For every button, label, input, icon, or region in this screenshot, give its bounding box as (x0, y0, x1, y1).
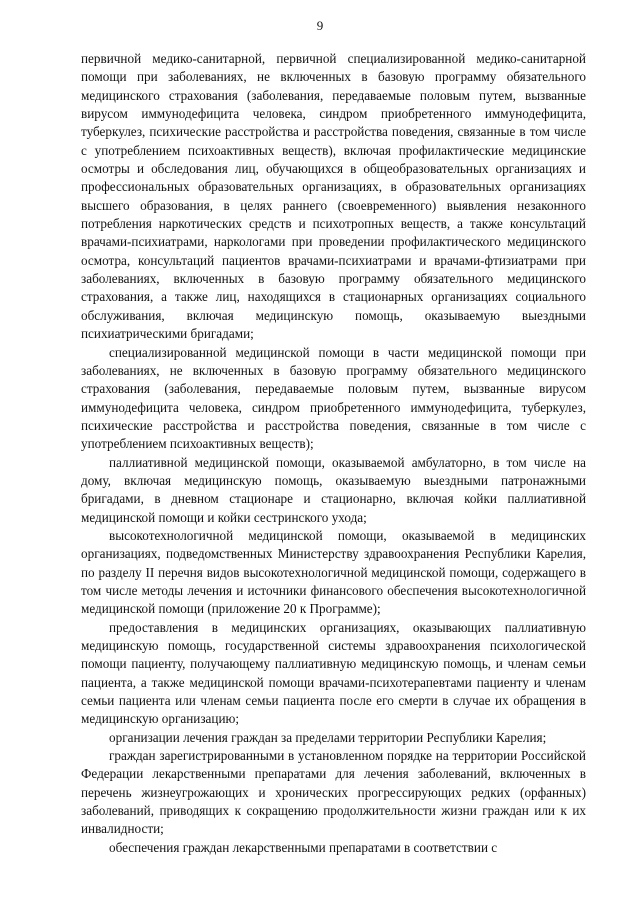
paragraph-specialized-care: специализированной медицинской помощи в части медицинской помощи при заболеваниях, не включенных в базовую программу обязательного медицинского страхования (заболевания, передаваемые половым путем, вызванные вирусом иммунодефицита человека, синдром приобретенного иммунодефицита, туберкулез, психические расстройства и расстройства поведения, связанные в том числе с употреблением психоактивных веществ); (81, 344, 586, 452)
paragraph-psychological-help: предоставления в медицинских организациях, оказывающих паллиативную медицинскую помощь, государственной системы здравоохранения психологической помощи пациенту, получающему паллиативную медицинскую помощь, и членам семьи пациента, а также медицинской помощи врачами-психотерапевтами пациенту и членам семьи пациента или членам семьи пациента после его смерти в случае их обращения в медицинскую организацию; (81, 619, 586, 727)
paragraph-treatment-outside-region: организации лечения граждан за пределами территории Республики Карелия; (109, 729, 547, 745)
paragraph-high-tech-care: высокотехнологичной медицинской помощи, оказываемой в медицинских организациях, подведомственных Министерству здравоохранения Республики Карелия, по разделу II перечня видов высокотехнологичной медицинской помощи, содержащего в том числе методы лечения и источники финансового обеспечения высокотехнологичной медицинской помощи (приложение 20 к Программе); (81, 527, 586, 617)
paragraph-palliative-care: паллиативной медицинской помощи, оказываемой амбулаторно, в том числе на дому, включая медицинскую помощь, оказываемую выездными патронажными бригадами, в дневном стационаре и стационарно, включая койки паллиативной медицинской помощи и койки сестринского ухода; (81, 454, 586, 525)
paragraph-drug-provision: обеспечения граждан лекарственными препаратами в соответствии с (109, 839, 498, 855)
paragraph-orphan-diseases: граждан зарегистрированными в установленном порядке на территории Российской Федерации лекарственными препаратами для лечения заболеваний, включенных в перечень жизнеугрожающих и хронических прогрессирующих редких (орфанных) заболеваний, приводящих к сокращению продолжительности жизни граждан или к их инвалидности; (81, 748, 586, 837)
page-number: 9 (316, 18, 324, 33)
paragraph-primary-care: первичной медико-санитарной, первичной специализированной медико-санитарной помощи при заболеваниях, не включенных в базовую программу обязательного медицинского страхования (заболевания, передаваемые половым путем, вызванные вирусом иммунодефицита человека, синдром приобретенного иммунодефицита, туберкулез, психические расстройства и расстройства поведения, связанные в том числе с употреблением психоактивных веществ), включая профилактические медицинские осмотры и обследования лиц, обучающихся в общеобразовательных организациях и профессиональных образовательных организациях, в образовательных организациях высшего образования, в целях раннего (своевременного) выявления незаконного потребления наркотических средств и психотропных веществ, а также консультаций врачами-психиатрами, наркологами при проведении профилактического медицинского осмотра, консультаций пациентов врачами-психиатрами и врачами-фтизиатрами при заболеваниях, включенных в базовую программу обязательного медицинского страхования, а также лиц, находящихся в стационарных организациях социального обслуживания, включая медицинскую помощь, оказываемую выездными психиатрическими бригадами; (81, 51, 586, 342)
document-body (81, 50, 586, 857)
